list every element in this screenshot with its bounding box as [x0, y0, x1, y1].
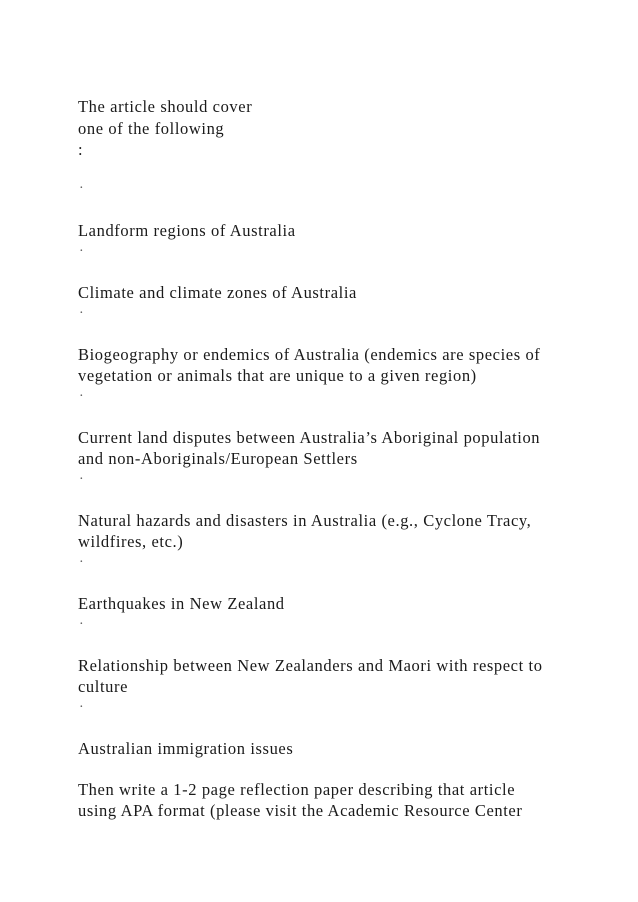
topic-earthquakes-nz: Earthquakes in New Zealand	[78, 594, 285, 613]
topic-land-disputes-line-2: and non-Aboriginals/European Settlers	[78, 449, 358, 468]
bullet-marker: ·	[79, 700, 84, 715]
intro-colon: :	[78, 140, 84, 159]
topic-nz-maori-line-1: Relationship between New Zealanders and Maori with respect to	[78, 656, 543, 675]
bullet-marker: ·	[79, 244, 84, 259]
bullet-marker: ·	[79, 555, 84, 570]
topic-natural-hazards-line-2: wildfires, etc.)	[78, 532, 184, 551]
topic-biogeography-line-1: Biogeography or endemics of Australia (endemics are species of	[78, 345, 541, 364]
topic-climate-zones: Climate and climate zones of Australia	[78, 283, 357, 302]
intro-line-2: one of the following	[78, 119, 225, 138]
closing-line-1: Then write a 1-2 page reflection paper describing that article	[78, 780, 516, 799]
intro-line-1: The article should cover	[78, 97, 253, 116]
topic-immigration-issues: Australian immigration issues	[78, 739, 294, 758]
bullet-marker: ·	[79, 389, 84, 404]
bullet-marker: ·	[79, 306, 84, 321]
topic-natural-hazards-line-1: Natural hazards and disasters in Australia (e.g., Cyclone Tracy,	[78, 511, 532, 530]
topic-nz-maori-line-2: culture	[78, 677, 129, 696]
closing-line-2: using APA format (please visit the Academic Resource Center	[78, 801, 523, 820]
bullet-marker: ·	[79, 472, 84, 487]
bullet-marker: ·	[79, 181, 84, 196]
topic-landform-regions: Landform regions of Australia	[78, 221, 296, 240]
topic-land-disputes-line-1: Current land disputes between Australia’s Aboriginal population	[78, 428, 541, 447]
topic-biogeography-line-2: vegetation or animals that are unique to a given region)	[78, 366, 477, 385]
bullet-marker: ·	[79, 617, 84, 632]
